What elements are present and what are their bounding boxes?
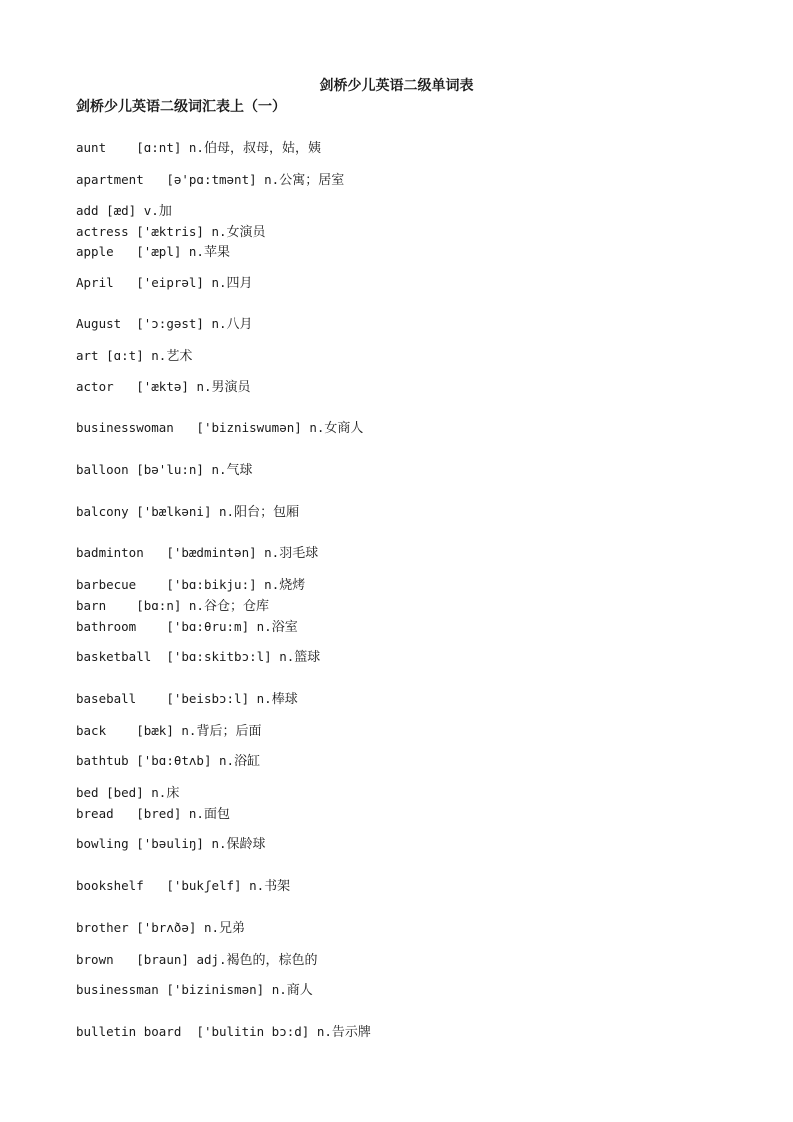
entry-meaning: 羽毛球 xyxy=(279,546,319,561)
entry-spacer xyxy=(114,806,137,821)
entry-word: add xyxy=(76,203,99,218)
entry-meaning: 艺术 xyxy=(166,349,193,364)
entry-meaning: 篮球 xyxy=(294,650,321,665)
entry-phonetic: [bə'lu:n] xyxy=(136,462,204,477)
entry-part-of-speech: n. xyxy=(211,462,227,477)
entry-phonetic: [braun] xyxy=(136,952,189,967)
entry-part-of-speech: n. xyxy=(188,140,204,155)
entry-meaning: 背后；后面 xyxy=(196,724,262,739)
vocab-entry xyxy=(76,690,298,709)
entry-part-of-speech: n. xyxy=(211,836,227,851)
entry-word: brother xyxy=(76,920,129,935)
entry-meaning: 女商人 xyxy=(324,421,364,436)
entry-part-of-speech: n. xyxy=(188,598,204,613)
entry-spacer xyxy=(106,598,136,613)
vocab-entry xyxy=(76,202,172,221)
entry-spacer xyxy=(99,785,107,800)
entry-part-of-speech: n. xyxy=(188,244,204,259)
entry-part-of-speech: n. xyxy=(249,878,265,893)
entry-spacer xyxy=(144,545,167,560)
vocab-entry xyxy=(76,919,245,938)
entry-word: badminton xyxy=(76,545,144,560)
entry-part-of-speech: n. xyxy=(181,723,197,738)
entry-spacer xyxy=(136,691,166,706)
entry-part-of-speech: n. xyxy=(279,649,295,664)
entry-spacer xyxy=(114,244,137,259)
vocab-entry xyxy=(76,315,253,334)
entry-word: aunt xyxy=(76,140,107,155)
entry-word: actress xyxy=(76,224,129,239)
entry-meaning: 加 xyxy=(158,204,172,219)
entry-phonetic: ['bædmintən] xyxy=(166,545,257,560)
vocab-entry xyxy=(76,951,318,970)
entry-phonetic: [ɑ:nt] xyxy=(136,140,182,155)
entry-spacer xyxy=(136,619,166,634)
entry-phonetic: [æd] xyxy=(106,203,137,218)
vocab-entry xyxy=(76,378,251,397)
entry-word: art xyxy=(76,348,99,363)
entry-phonetic: ['bɑ:bikju:] xyxy=(166,577,257,592)
entry-word: businesswoman xyxy=(76,420,174,435)
entry-word: bathtub xyxy=(76,753,129,768)
vocab-entry xyxy=(76,618,298,637)
entry-word: apple xyxy=(76,244,114,259)
entry-part-of-speech: n. xyxy=(211,316,227,331)
entry-meaning: 浴缸 xyxy=(234,754,261,769)
vocab-entry xyxy=(76,648,320,667)
entry-part-of-speech: n. xyxy=(219,753,235,768)
entry-part-of-speech: n. xyxy=(188,806,204,821)
entry-phonetic: ['bulitin bɔ:d] xyxy=(196,1024,310,1039)
entry-word: brown xyxy=(76,952,114,967)
entry-word: barbecue xyxy=(76,577,137,592)
entry-part-of-speech: n. xyxy=(264,172,280,187)
entry-spacer xyxy=(114,952,137,967)
entry-phonetic: [ɑ:t] xyxy=(106,348,144,363)
entry-phonetic: ['brʌðə] xyxy=(136,920,197,935)
entry-meaning: 女演员 xyxy=(226,225,266,240)
entry-meaning: 床 xyxy=(166,786,180,801)
entry-word: baseball xyxy=(76,691,137,706)
entry-word: bowling xyxy=(76,836,129,851)
entry-meaning: 告示牌 xyxy=(331,1025,371,1040)
entry-spacer xyxy=(114,379,137,394)
entry-spacer xyxy=(181,1024,196,1039)
entry-spacer xyxy=(151,649,166,664)
entry-part-of-speech: n. xyxy=(203,920,220,935)
entry-spacer xyxy=(136,577,166,592)
vocab-entry xyxy=(76,274,253,293)
vocab-entry xyxy=(76,752,260,771)
entry-word: bed xyxy=(76,785,99,800)
entry-part-of-speech: n. xyxy=(211,275,227,290)
vocab-entry xyxy=(76,1023,371,1042)
entry-phonetic: ['bɑ:θtʌb] xyxy=(136,753,212,768)
vocab-entry xyxy=(76,784,179,803)
page-title: 剑桥少儿英语二级单词表 xyxy=(319,78,474,94)
entry-word: barn xyxy=(76,598,107,613)
entry-meaning: 褐色的，棕色的 xyxy=(226,953,318,968)
entry-word: bread xyxy=(76,806,114,821)
vocab-entry xyxy=(76,243,230,262)
entry-phonetic: ['bukʃelf] xyxy=(166,878,242,893)
entry-part-of-speech: n. xyxy=(264,577,280,592)
entry-phonetic: [bæk] xyxy=(136,723,174,738)
entry-meaning: 阳台；包厢 xyxy=(234,505,300,520)
entry-meaning: 苹果 xyxy=(203,245,230,260)
entry-phonetic: ['bɑ:θru:m] xyxy=(166,619,250,634)
entry-phonetic: ['bælkəni] xyxy=(136,504,212,519)
entry-word: bookshelf xyxy=(76,878,144,893)
entry-word: August xyxy=(76,316,122,331)
entry-spacer xyxy=(121,316,136,331)
entry-phonetic: ['bɑ:skitbɔ:l] xyxy=(166,649,272,664)
entry-meaning: 四月 xyxy=(226,276,253,291)
entry-phonetic: ['bəuliŋ] xyxy=(136,836,204,851)
entry-meaning: 商人 xyxy=(286,983,313,998)
entry-meaning: 烧烤 xyxy=(279,578,306,593)
vocab-entry xyxy=(76,835,266,854)
vocab-entry xyxy=(76,805,230,824)
section-heading: 剑桥少儿英语二级词汇表上（一） xyxy=(76,99,286,115)
entry-spacer xyxy=(99,348,107,363)
entry-word: actor xyxy=(76,379,114,394)
entry-part-of-speech: n. xyxy=(271,982,287,997)
entry-part-of-speech: v. xyxy=(143,203,159,218)
entry-spacer xyxy=(174,420,197,435)
entry-part-of-speech: n. xyxy=(196,379,212,394)
vocab-entry xyxy=(76,597,269,616)
entry-phonetic: ['bizinismən] xyxy=(166,982,265,997)
entry-word: basketball xyxy=(76,649,152,664)
entry-phonetic: [bɑ:n] xyxy=(136,598,182,613)
entry-meaning: 保龄球 xyxy=(226,837,266,852)
entry-phonetic: ['æpl] xyxy=(136,244,182,259)
entry-meaning: 男演员 xyxy=(211,380,251,395)
entry-phonetic: ['æktə] xyxy=(136,379,189,394)
entry-phonetic: [ə'pɑ:tmənt] xyxy=(166,172,257,187)
entry-meaning: 书架 xyxy=(264,879,291,894)
vocab-entry xyxy=(76,223,266,242)
entry-part-of-speech: n. xyxy=(309,420,325,435)
entry-word: back xyxy=(76,723,107,738)
entry-part-of-speech: n. xyxy=(211,224,227,239)
entry-phonetic: [bred] xyxy=(136,806,182,821)
entry-phonetic: ['eiprəl] xyxy=(136,275,204,290)
entry-meaning: 兄弟 xyxy=(219,921,246,936)
entry-spacer xyxy=(114,275,137,290)
entry-meaning: 伯母，叔母，姑，姨 xyxy=(203,141,321,156)
vocab-entry xyxy=(76,419,363,438)
entry-phonetic: ['æktris] xyxy=(136,224,204,239)
entry-spacer xyxy=(144,878,167,893)
entry-meaning: 面包 xyxy=(203,807,230,822)
entry-phonetic: [bed] xyxy=(106,785,144,800)
vocab-entry xyxy=(76,877,290,896)
vocab-entry xyxy=(76,576,305,595)
entry-word: April xyxy=(76,275,114,290)
entry-word: balcony xyxy=(76,504,129,519)
vocab-entry xyxy=(76,544,318,563)
entry-spacer xyxy=(99,203,107,218)
entry-part-of-speech: n. xyxy=(316,1024,332,1039)
entry-part-of-speech: n. xyxy=(151,348,167,363)
entry-word: businessman xyxy=(76,982,159,997)
entry-meaning: 气球 xyxy=(226,463,253,478)
entry-word: apartment xyxy=(76,172,144,187)
entry-word: bulletin board xyxy=(76,1024,182,1039)
entry-spacer xyxy=(144,172,167,187)
entry-part-of-speech: n. xyxy=(256,691,272,706)
entry-part-of-speech: n. xyxy=(264,545,280,560)
entry-meaning: 棒球 xyxy=(271,692,298,707)
entry-word: balloon xyxy=(76,462,129,477)
entry-meaning: 公寓；居室 xyxy=(279,173,345,188)
entry-meaning: 浴室 xyxy=(271,620,298,635)
entry-word: bathroom xyxy=(76,619,137,634)
entry-phonetic: ['bizniswumən] xyxy=(196,420,302,435)
entry-phonetic: ['beisbɔ:l] xyxy=(166,691,250,706)
vocab-entry xyxy=(76,139,321,158)
entry-part-of-speech: n. xyxy=(219,504,235,519)
vocab-entry xyxy=(76,503,299,522)
entry-part-of-speech: n. xyxy=(151,785,167,800)
entry-part-of-speech: adj. xyxy=(196,952,227,967)
vocab-entry xyxy=(76,347,192,366)
vocab-entry xyxy=(76,981,313,1000)
entry-meaning: 谷仓；仓库 xyxy=(203,599,269,614)
entry-spacer xyxy=(106,140,136,155)
entry-part-of-speech: n. xyxy=(256,619,272,634)
entry-phonetic: ['ɔ:gəst] xyxy=(136,316,204,331)
vocab-entry xyxy=(76,461,253,480)
entry-spacer xyxy=(106,723,136,738)
vocab-entry xyxy=(76,722,261,741)
entry-meaning: 八月 xyxy=(226,317,253,332)
vocab-entry xyxy=(76,171,344,190)
